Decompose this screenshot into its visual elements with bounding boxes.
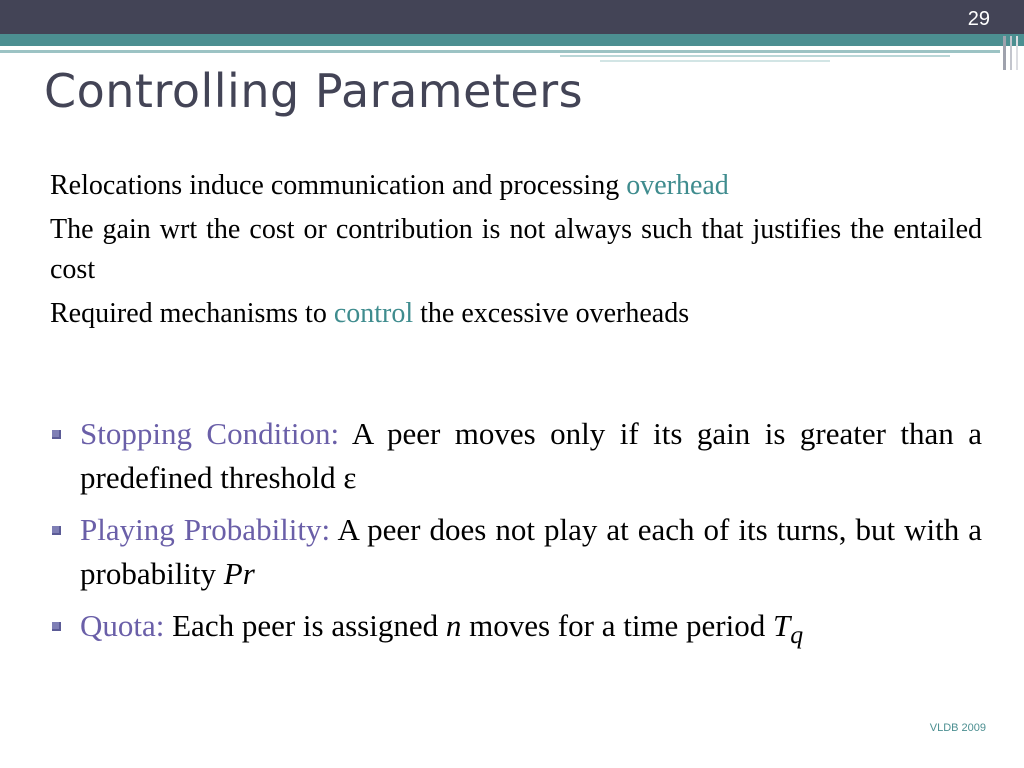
header-accent-line xyxy=(0,50,1000,53)
highlight-word: control xyxy=(333,298,414,329)
slide-body xyxy=(50,166,982,338)
square-bullet-icon xyxy=(52,526,61,535)
square-bullet-icon xyxy=(52,430,61,439)
bullet-label: Playing Probability: xyxy=(80,512,331,547)
highlight-word: overhead xyxy=(626,170,729,201)
header-bar xyxy=(0,0,1024,34)
math-subscript: q xyxy=(790,620,804,650)
footer-text: VLDB 2009 xyxy=(929,722,986,734)
header-accent-line xyxy=(560,55,950,57)
bullet-label: Quota: xyxy=(80,608,165,643)
math-variable: T xyxy=(773,608,791,643)
slide-title: Controlling Parameters xyxy=(44,64,584,118)
math-variable: n xyxy=(445,608,462,643)
bullet-item: Stopping Condition: A peer moves only if its gain is greater than a predefined threshold ε xyxy=(50,412,982,500)
paragraph: Required mechanisms to control the excessive overheads xyxy=(50,298,690,329)
bullet-label: Stopping Condition: xyxy=(80,416,340,451)
header-accent-line xyxy=(600,60,830,62)
bullet-item: Playing Probability: A peer does not play at each of its turns, but with a probability Pr xyxy=(50,508,982,596)
header-accent-bar xyxy=(0,34,1024,46)
header-decor-bar xyxy=(1003,36,1006,70)
slide-number: 29 xyxy=(967,8,990,30)
bullet-item: Quota: Each peer is assigned n moves for a time period $T_q$ xyxy=(50,604,982,657)
bullet-list xyxy=(50,412,982,665)
paragraph: Relocations induce communication and processing overhead xyxy=(50,170,729,201)
square-bullet-icon xyxy=(52,622,61,631)
header-decor-bar xyxy=(1016,36,1018,70)
paragraph: The gain wrt the cost or contribution is not always such that justifies the entailed cost xyxy=(50,214,982,285)
math-variable: Pr xyxy=(223,556,255,591)
header-decor-bar xyxy=(1010,36,1012,70)
